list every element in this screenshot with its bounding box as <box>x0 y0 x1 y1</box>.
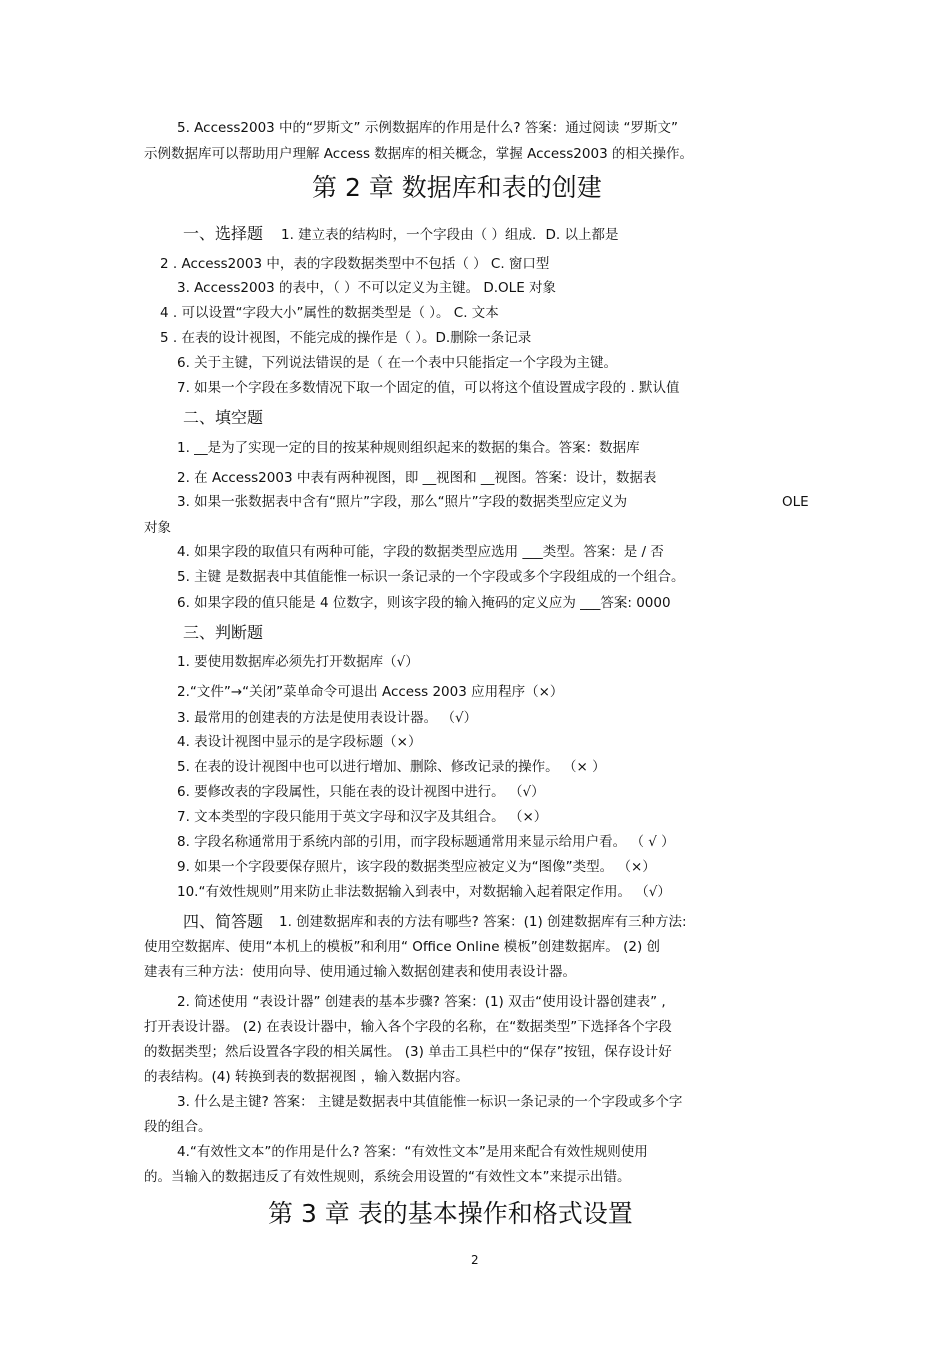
choice-q1: 1. 建立表的结构时，一个字段由（ ）组成．D. 以上都是 <box>281 227 619 243</box>
choice-q2: 2 . Access2003 中，表的字段数据类型中不包括（ ） C. 窗口型 <box>160 256 550 272</box>
section-short-answer-title: 四、简答题 <box>183 912 264 931</box>
fill-q3: 3. 如果一张数据表中含有“照片”字段，那么“照片”字段的数据类型应定义为 <box>177 494 628 510</box>
intro-line-2: 示例数据库可以帮助用户理解 Access 数据库的相关概念，掌握 Access2003 的相关操作。 <box>144 146 693 162</box>
judge-q1: 1. 要使用数据库必须先打开数据库（√） <box>177 654 419 670</box>
judge-q8: 8. 字段名称通常用于系统内部的引用，而字段标题通常用来显示给用户看。 （ √ ） <box>177 834 675 850</box>
intro-line-1: 5. Access2003 中的“罗斯文” 示例数据库的作用是什么? 答案：通过阅读 “罗斯文” <box>177 120 679 136</box>
section-fill-title: 二、填空题 <box>183 408 264 427</box>
short-q3: 3. 什么是主键? 答案： 主键是数据表中其值能惟一标识一条记录的一个字段或多个字 <box>177 1094 683 1110</box>
chapter-2-title: 第 2 章 数据库和表的创建 <box>312 173 602 202</box>
judge-q3: 3. 最常用的创建表的方法是使用表设计器。 （√） <box>177 710 478 726</box>
judge-q10: 10.“有效性规则”用来防止非法数据输入到表中，对数据输入起着限定作用。 （√） <box>177 884 671 900</box>
judge-q2: 2.“文件”→“关闭”菜单命令可退出 Access 2003 应用程序（×） <box>177 684 564 700</box>
short-q2-cont-1: 打开表设计器。 (2) 在表设计器中，输入各个字段的名称，在“数据类型”下选择各个字段 <box>144 1019 672 1035</box>
fill-q3-answer: OLE <box>782 494 809 510</box>
short-q4: 4.“有效性文本”的作用是什么? 答案：“有效性文本”是用来配合有效性规则使用 <box>177 1144 648 1160</box>
chapter-3-title: 第 3 章 表的基本操作和格式设置 <box>268 1199 633 1228</box>
judge-q7: 7. 文本类型的字段只能用于英文字母和汉字及其组合。 （×） <box>177 809 548 825</box>
judge-q4: 4. 表设计视图中显示的是字段标题（×） <box>177 734 422 750</box>
choice-q7: 7. 如果一个字段在多数情况下取一个固定的值，可以将这个值设置成字段的 . 默认值 <box>177 380 680 396</box>
short-q1-cont-2: 建表有三种方法：使用向导、使用通过输入数据创建表和使用表设计器。 <box>144 964 576 980</box>
judge-q6: 6. 要修改表的字段属性，只能在表的设计视图中进行。 （√） <box>177 784 545 800</box>
choice-q4: 4 . 可以设置“字段大小”属性的数据类型是（ ）。 C. 文本 <box>160 305 499 321</box>
short-q3-cont: 段的组合。 <box>144 1119 212 1135</box>
short-q2-cont-3: 的表结构。(4) 转换到表的数据视图 ，输入数据内容。 <box>144 1069 469 1085</box>
short-q1: 1. 创建数据库和表的方法有哪些? 答案：(1) 创建数据库有三种方法: <box>279 914 687 930</box>
fill-q5: 5. 主键 是数据表中其值能惟一标识一条记录的一个字段或多个字段组成的一个组合。 <box>177 569 685 585</box>
fill-q1: 1. __是为了实现一定的目的按某种规则组织起来的数据的集合。答案：数据库 <box>177 440 640 456</box>
choice-q3: 3. Access2003 的表中，（ ）不可以定义为主键。 D.OLE 对象 <box>177 280 557 296</box>
choice-q6: 6. 关于主键，下列说法错误的是（ 在一个表中只能指定一个字段为主键。 <box>177 355 617 371</box>
page-number: 2 <box>471 1253 479 1267</box>
choice-q5: 5 . 在表的设计视图，不能完成的操作是（ ）。D.删除一条记录 <box>160 330 532 346</box>
short-q2-cont-2: 的数据类型；然后设置各字段的相关属性。 (3) 单击工具栏中的“保存”按钮，保存设计好 <box>144 1044 672 1060</box>
fill-q2: 2. 在 Access2003 中表有两种视图，即 __视图和 __视图。答案：设计，数据表 <box>177 470 657 486</box>
judge-q9: 9. 如果一个字段要保存照片，该字段的数据类型应被定义为“图像”类型。 （×） <box>177 859 656 875</box>
fill-q4: 4. 如果字段的取值只有两种可能，字段的数据类型应选用 ___类型。答案：是 / 否 <box>177 544 664 560</box>
short-q1-cont-1: 使用空数据库、使用“本机上的模板”和利用“ Office Online 模板”创建数据库。 (2) 创 <box>144 939 661 955</box>
fill-q6: 6. 如果字段的值只能是 4 位数字，则该字段的输入掩码的定义应为 ___答案: 0000 <box>177 595 671 611</box>
section-judge-title: 三、判断题 <box>183 623 264 642</box>
short-q4-cont: 的。当输入的数据违反了有效性规则，系统会用设置的“有效性文本”来提示出错。 <box>144 1169 631 1185</box>
section-choice-title: 一、选择题 <box>183 224 264 243</box>
fill-q3-answer-cont: 对象 <box>144 520 171 536</box>
judge-q5: 5. 在表的设计视图中也可以进行增加、删除、修改记录的操作。 （× ） <box>177 759 606 775</box>
short-q2: 2. 简述使用 “表设计器” 创建表的基本步骤? 答案：(1) 双击“使用设计器创建表” , <box>177 994 666 1010</box>
